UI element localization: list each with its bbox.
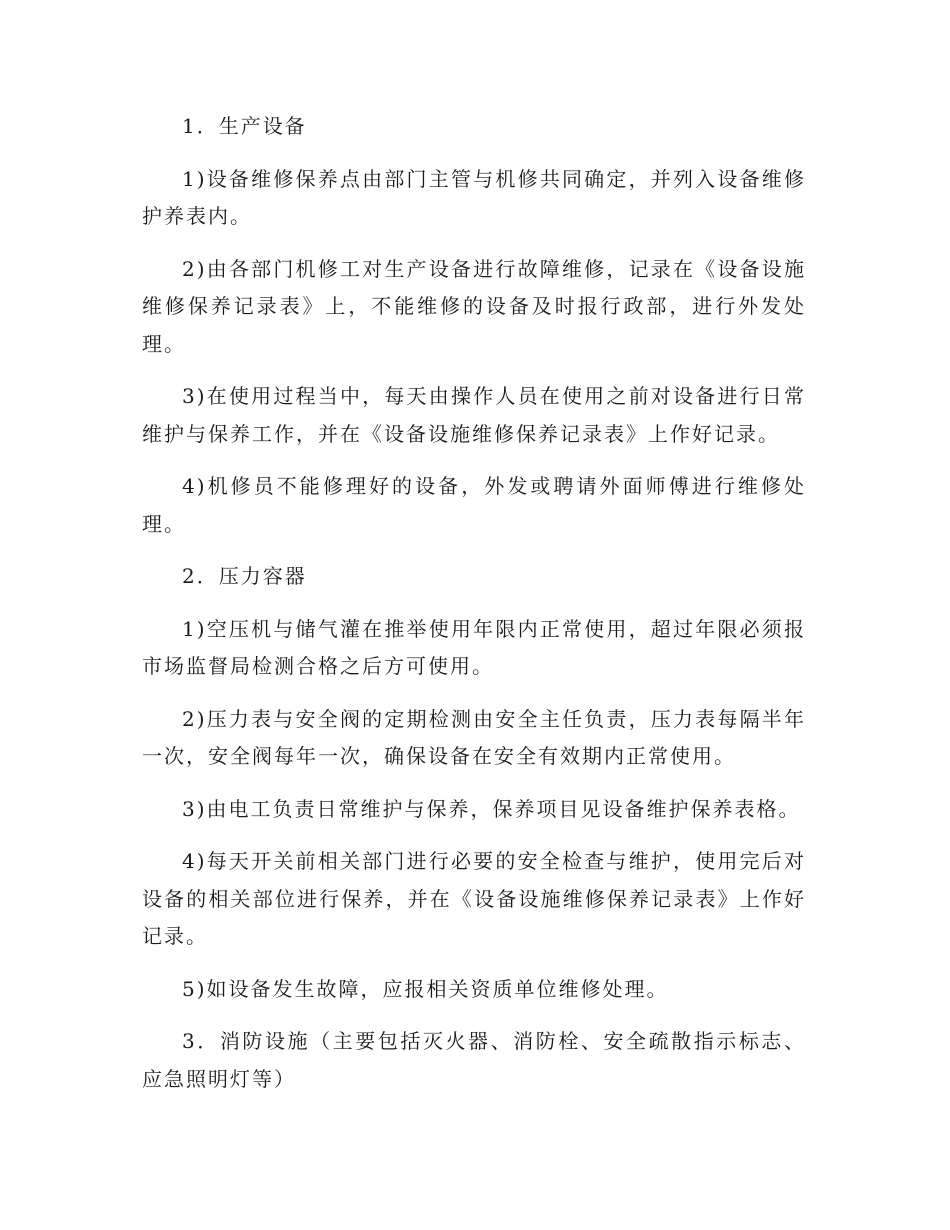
- paragraph: 3)在使用过程当中，每天由操作人员在使用之前对设备进行日常维护与保养工作，并在《设备设施维修保养记录表》上作好记录。: [142, 384, 806, 446]
- section-heading-production-equipment: 1．生产设备: [182, 114, 307, 138]
- paragraph: 2)由各部门机修工对生产设备进行故障维修，记录在《设备设施维修保养记录表》上，不能维修的设备及时报行政部，进行外发处理。: [142, 256, 806, 356]
- paragraph: 4)机修员不能修理好的设备，外发或聘请外面师傅进行维修处理。: [142, 474, 806, 536]
- document-body: [142, 108, 806, 1113]
- paragraph: 4)每天开关前相关部门进行必要的安全检查与维护，使用完后对设备的相关部位进行保养，并在《设备设施维修保养记录表》上作好记录。: [142, 849, 806, 948]
- paragraph: 3)由电工负责日常维护与保养，保养项目见设备维护保养表格。: [182, 796, 801, 821]
- section-heading-pressure-vessels: 2．压力容器: [182, 564, 307, 588]
- paragraph: 1)设备维修保养点由部门主管与机修共同确定，并列入设备维修护养表内。: [142, 166, 806, 228]
- paragraph: 1)空压机与储气灌在推举使用年限内正常使用，超过年限必须报市场监督局检测合格之后方可使用。: [142, 616, 806, 678]
- section-heading-fire-facilities: 3．消防设施（主要包括灭火器、消防栓、安全疏散指示标志、应急照明灯等）: [142, 1029, 806, 1091]
- paragraph: 2)压力表与安全阀的定期检测由安全主任负责，压力表每隔半年一次，安全阀每年一次，确保设备在安全有效期内正常使用。: [142, 706, 806, 768]
- paragraph: 5)如设备发生故障，应报相关资质单位维修处理。: [182, 976, 669, 1001]
